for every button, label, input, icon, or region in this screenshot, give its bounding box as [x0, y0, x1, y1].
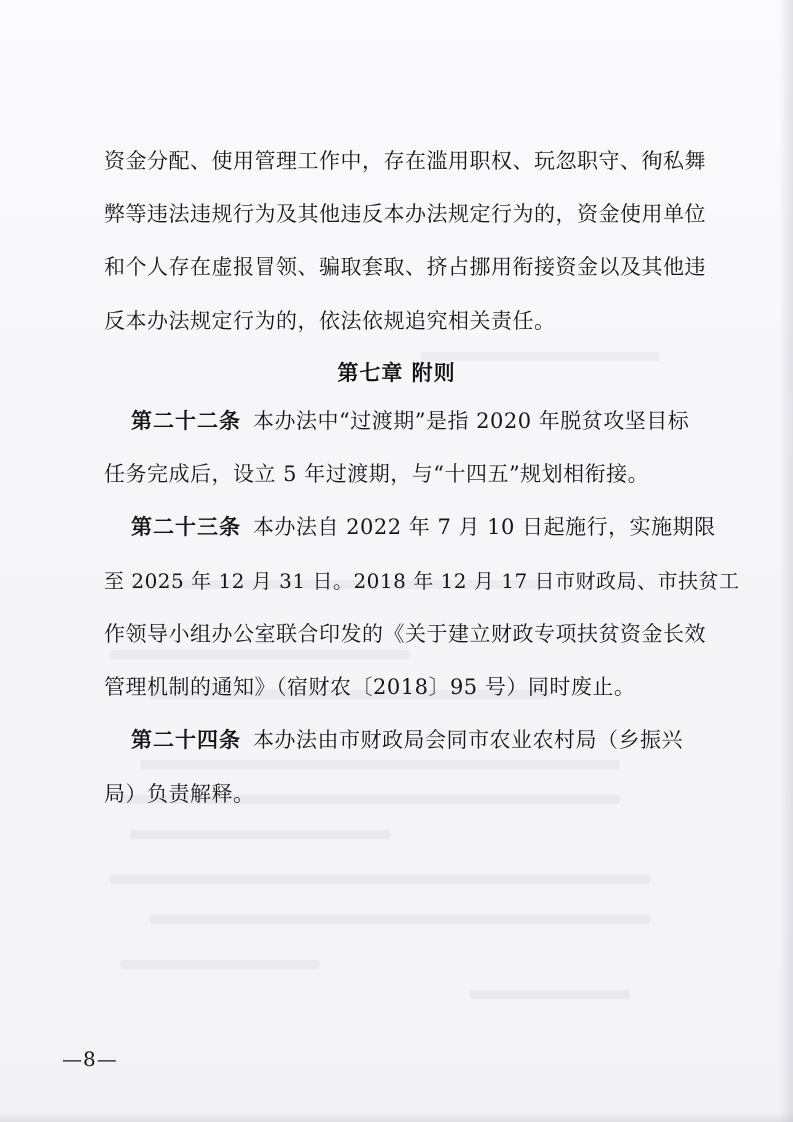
article-23-line: 作领导小组办公室联合印发的《关于建立财政专项扶贫资金长效 — [104, 622, 706, 646]
bleed-through-mark — [470, 990, 630, 999]
article-24-line — [131, 730, 683, 751]
paragraph-line-text: 资金分配、使用管理工作中，存在滥用职权、玩忽职守、徇私舞 — [104, 149, 706, 173]
page-number: —8— — [62, 1047, 118, 1071]
article-22-line — [131, 411, 689, 432]
scan-edge — [0, 1112, 793, 1122]
bleed-through-mark — [150, 915, 650, 924]
article-22-text: 本办法中“过渡期”是指 2020 年脱贫攻坚目标 — [253, 409, 690, 433]
article-23-line — [131, 517, 716, 538]
chapter-heading: 第七章 附则 — [337, 361, 456, 385]
article-23-text: 本办法自 2022 年 7 月 10 日起施行，实施期限 — [253, 515, 716, 539]
article-23-line: 管理机制的通知》（宿财农〔2018〕95 号）同时废止。 — [104, 675, 636, 699]
article-24-line: 局）负责解释。 — [104, 782, 255, 806]
bleed-through-mark — [110, 875, 650, 884]
article-24-label: 第二十四条 — [131, 728, 241, 752]
article-22-label: 第二十二条 — [131, 409, 241, 433]
bleed-through-mark — [130, 830, 390, 839]
paragraph-line: 和个人存在虚报冒领、骗取套取、挤占挪用衔接资金以及其他违 — [104, 255, 706, 279]
paragraph-line — [104, 149, 706, 173]
paragraph-line: 反本办法规定行为的，依法依规追究相关责任。 — [104, 309, 556, 333]
article-23-label: 第二十三条 — [131, 515, 241, 539]
bleed-through-mark — [110, 650, 410, 659]
bleed-through-mark — [120, 960, 320, 969]
article-24-text: 本办法由市财政局会同市农业农村局（乡振兴 — [253, 728, 683, 752]
paragraph-line: 弊等违法违规行为及其他违反本办法规定行为的，资金使用单位 — [104, 202, 706, 226]
article-22-line: 任务完成后，设立 5 年过渡期，与“十四五”规划相衔接。 — [104, 462, 650, 486]
bleed-through-mark — [140, 760, 620, 769]
scan-edge — [779, 0, 793, 1122]
article-23-line: 至 2025 年 12 月 31 日。2018 年 12 月 17 日市财政局、市扶贫工 — [104, 569, 740, 593]
